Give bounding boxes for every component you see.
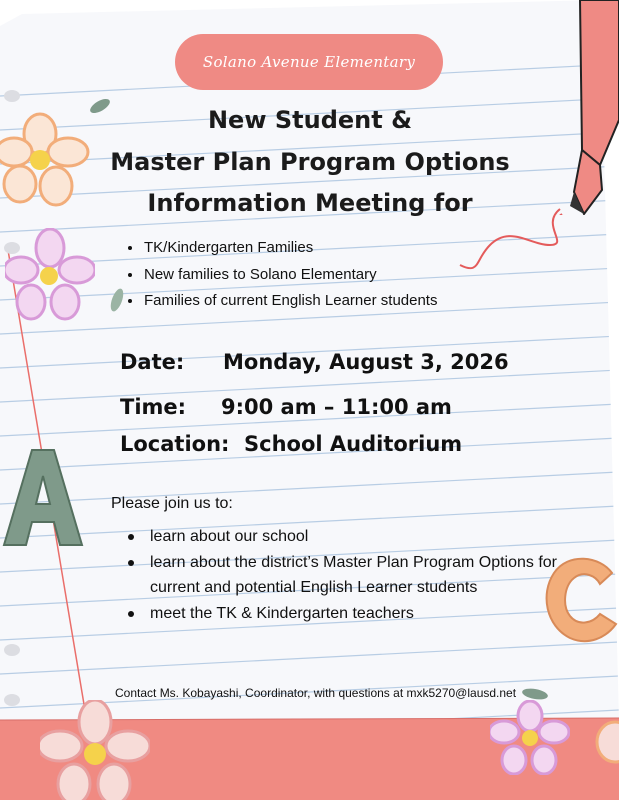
title-line-2: Master Plan Program Options	[110, 148, 510, 176]
contact-line: Contact Ms. Kobayashi, Coordinator, with questions at mxk5270@lausd.net	[115, 686, 517, 700]
title-line-1: New Student &	[207, 106, 413, 134]
audience-item: TK/Kindergarten Families	[128, 238, 437, 265]
leaf-illustration-2	[108, 286, 126, 314]
audience-item: Families of current English Learner students	[128, 291, 437, 318]
date-label: Date:	[120, 350, 185, 374]
join-item: learn about our school	[126, 524, 566, 550]
join-heading: Please join us to:	[111, 495, 233, 512]
letter-a-illustration	[0, 440, 84, 550]
join-item: meet the TK & Kindergarten teachers	[126, 601, 566, 627]
school-name-badge	[175, 34, 443, 90]
location-value: School Auditorium	[244, 432, 463, 456]
audience-list	[128, 238, 437, 318]
bottom-right-flower-illustration	[490, 700, 570, 775]
location-label: Location:	[120, 432, 230, 456]
time-label: Time:	[120, 395, 187, 419]
date-value: Monday, August 3, 2026	[223, 350, 509, 374]
join-list	[126, 524, 566, 626]
join-item: learn about the district’s Master Plan Program Options for current and potential English Learner students	[126, 550, 566, 601]
time-value: 9:00 am – 11:00 am	[221, 395, 452, 419]
title-line-3: Information Meeting for	[147, 189, 473, 217]
school-name: Solano Avenue Elementary	[202, 53, 416, 71]
bottom-flower-illustration	[40, 700, 150, 800]
bottom-corner-flower-illustration	[585, 718, 619, 768]
pink-flower-illustration	[5, 228, 95, 323]
audience-item: New families to Solano Elementary	[128, 265, 437, 292]
